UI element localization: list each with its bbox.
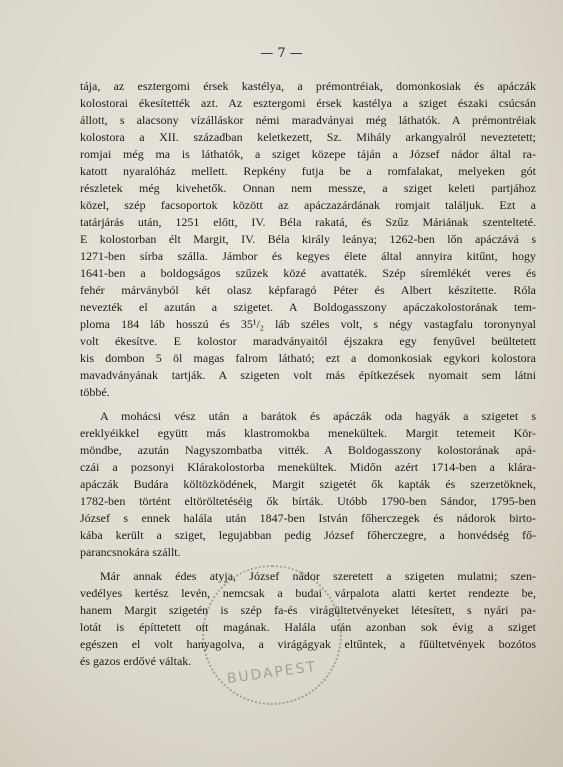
text-line: és gazos erdővé váltak.	[80, 654, 192, 668]
text-line: többé.	[80, 385, 110, 399]
text-line: tája, az esztergomi érsek kastélya, a prémontréiak, domonkosiak és apáczák	[80, 79, 536, 93]
text-line: ploma 184 láb hosszú és 35¹/₂ láb széles volt, s négy vastagfalu toronynyal	[80, 317, 536, 331]
text-line: czái a pozsonyi Klárakolostorba menekültek. Midőn azért 1714-ben a klára-	[80, 460, 536, 474]
text-line: romjai még ma is láthatók, a sziget közepe táján a József nádor által ra-	[80, 147, 536, 161]
text-line: kába került a sziget, legujabban pedig József főherczegre, a honvédség fő-	[80, 528, 536, 542]
text-line: volt ékesítve. E kolostor maradványaitól éjszakra egy fenyűvel beültetett	[80, 334, 536, 348]
text-line: fehér márványból két olasz képfaragó Péter és Albert készítette. Róla	[80, 283, 536, 297]
library-stamp	[202, 565, 342, 705]
text-line: möndbe, azután Nagyszombatba vitték. A Boldogasszony kolostorának apá-	[80, 443, 536, 457]
paragraph-1	[80, 78, 536, 401]
page-number: — 7 —	[260, 46, 303, 61]
text-line: állott, s alacsony vízálláskor némi maradványai még láthatók. A prémontréiak	[80, 113, 536, 127]
text-line: 1641-ben a boldogságos szűzek közé avattaték. Szép síremlékét veres és	[80, 266, 536, 280]
text-line: nevezték el azután a szigetet. A Boldogasszony apáczakolostorának tem-	[80, 300, 536, 314]
stamp-text: BUDAPEST	[225, 658, 319, 688]
text-line: lotát is építtetett ott magának. Halála után azonban sok évig a sziget	[80, 620, 536, 634]
text-line: katott nyaralóház mellett. Repkény futja be a romfalakat, melyeken gót	[80, 164, 536, 178]
text-line: parancsnokára szállt.	[80, 545, 181, 559]
paragraph-2	[80, 408, 536, 561]
text-line: József s ennek halála után 1847-ben István főherczegek és nádorok birto-	[80, 511, 536, 525]
text-line: tatárjárás után, 1251 előtt, IV. Béla rakatá, és Szűz Máriának szentelteté.	[80, 215, 536, 229]
text-line: részletek még kivehetők. Onnan nem messze, a sziget keleti partjához	[80, 181, 536, 195]
text-line: 1782-ben történt eltöröltetéséig ők bírták. Utóbb 1790-ben Sándor, 1795-ben	[80, 494, 536, 508]
text-line: egészen el volt hanyagolva, a virágágyak eltűntek, a fűültetvények bozótos	[80, 637, 536, 651]
text-line: E kolostorban élt Margit, IV. Béla király leánya; 1262-ben lőn apáczává s	[80, 232, 536, 246]
text-line: kis dombon 5 öl magas falrom látható; ezt a domonkosiak egykori kolostora	[80, 351, 536, 365]
text-line: kolostora a XII. században keletkezett, Sz. Mihály arkangyalról neveztetett;	[80, 130, 536, 144]
text-line: apáczák Budára költözködének, Margit szigetét ők kapták és szerzetöknek,	[80, 477, 536, 491]
text-line: ereklyéikkel együtt más klastromokba menekültek. Margit tetemeit Kör-	[80, 426, 536, 440]
text-line: 1271-ben sírba szálla. Jámbor és kegyes élete által annyira kitűnt, hogy	[80, 249, 536, 263]
text-line: A mohácsi vész után a barátok és apáczák oda hagyák a szigetet s	[100, 409, 536, 423]
text-line: kolostorai ékesítették azt. Az esztergomi érsek kastélya a sziget északi csúcsán	[80, 96, 536, 110]
text-line: hanem Margit szigetén is szép fa-és virágültetvényeket létesített, s nyári pa-	[80, 603, 536, 617]
text-line: vedélyes kertész levén, nemcsak a budai várpalota alatti kertet rendezte be,	[80, 586, 536, 600]
text-line: mavadványának tartják. A szigeten volt más építkezések nyomait sem látni	[80, 368, 536, 382]
text-line: Már annak édes atyja, József nádor szeretett a szigeten mulatni; szen-	[100, 569, 536, 583]
text-line: közel, szép facsoportok között az apáczazárdának romjait találjuk. Ezt a	[80, 198, 536, 212]
